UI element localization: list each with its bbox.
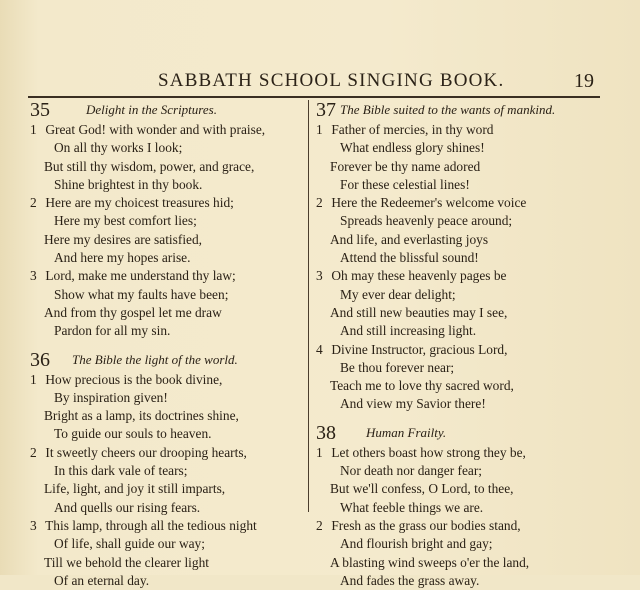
hymn — [28, 347, 306, 590]
verse-text: Life, light, and joy it still imparts, — [44, 481, 226, 497]
verse-text: Nor death nor danger fear; — [340, 463, 483, 479]
verse-text: Bright as a lamp, its doctrines shine, — [44, 408, 239, 424]
verse-line — [314, 535, 604, 553]
verse-text: And still new beauties may I see, — [330, 304, 508, 320]
verse-text: And flourish bright and gay; — [340, 536, 493, 552]
verse-text: Be thou forever near; — [340, 359, 455, 375]
verse-text: Lord, make me understand thy law; — [45, 268, 236, 284]
verse-line — [314, 121, 604, 139]
verse-line — [314, 158, 604, 176]
verse-text: For these celestial lines! — [340, 176, 470, 192]
verse-text: Of life, shall guide our way; — [54, 536, 205, 552]
hymn-number: 36 — [30, 348, 50, 371]
hymn-title: Human Frailty. — [366, 424, 447, 440]
verse-line — [28, 480, 306, 498]
verse-number: 3 — [316, 268, 323, 284]
verse-line — [314, 231, 604, 249]
verse-line — [28, 407, 306, 425]
verse-line — [28, 249, 306, 267]
verse-line — [28, 444, 306, 462]
verse-text: Let others boast how strong they be, — [331, 444, 526, 460]
verse-number: 1 — [30, 371, 37, 387]
verse-number: 2 — [316, 517, 323, 533]
verse-text: Pardon for all my sin. — [54, 323, 171, 339]
verse-text: And from thy gospel let me draw — [44, 304, 222, 320]
verse-line — [28, 194, 306, 212]
verse-line — [314, 304, 604, 322]
verse-text: This lamp, through all the tedious night — [45, 517, 257, 533]
verse-text: And view my Savior there! — [340, 396, 486, 412]
hymn — [314, 97, 604, 414]
verse-text: Show what my faults have been; — [54, 286, 229, 302]
column-divider — [308, 100, 309, 512]
verse-line — [314, 359, 604, 377]
verse-line — [28, 231, 306, 249]
verse-text: But we'll confess, O Lord, to thee, — [330, 481, 514, 497]
verse-line — [314, 267, 604, 285]
verse-line — [28, 371, 306, 389]
verse-text: Father of mercies, in thy word — [331, 122, 494, 137]
verse-line — [28, 462, 306, 480]
verse-text: Shine brightest in thy book. — [54, 176, 203, 192]
right-column — [314, 97, 604, 590]
verse-line — [28, 158, 306, 176]
verse-line — [314, 176, 604, 194]
hymn-number: 37 — [316, 99, 336, 121]
verse-number: 1 — [316, 122, 323, 137]
verse-text: My ever dear delight; — [340, 286, 456, 302]
verse-text: Here the Redeemer's welcome voice — [331, 195, 527, 211]
hymn-heading — [28, 97, 306, 121]
verse-text: What feeble things we are. — [340, 499, 484, 515]
verse-text: A blasting wind sweeps o'er the land, — [330, 554, 530, 570]
verse-line — [28, 322, 306, 340]
verse-text: And here my hopes arise. — [54, 250, 191, 266]
verse-line — [28, 304, 306, 322]
verse-number: 2 — [30, 444, 37, 460]
verse-text: Till we behold the clearer light — [44, 554, 209, 570]
verse-text: And still increasing light. — [340, 323, 477, 339]
left-column — [28, 97, 306, 590]
hymn-heading — [28, 347, 306, 371]
verse-text: Here my desires are satisfied, — [44, 231, 203, 247]
verse-text: And life, and everlasting joys — [330, 231, 489, 247]
hymn-number: 35 — [30, 99, 50, 121]
verse-text: Here my best comfort lies; — [54, 213, 197, 229]
verse-text: Spreads heavenly peace around; — [340, 213, 513, 229]
verse-line — [28, 425, 306, 443]
verse-line — [314, 554, 604, 572]
verse-text: How precious is the book divine, — [45, 371, 223, 387]
verse-text: Forever be thy name adored — [330, 158, 481, 174]
hymn-heading — [314, 420, 604, 444]
verse-text: Teach me to love thy sacred word, — [330, 378, 514, 394]
verse-line — [314, 377, 604, 395]
verse-text: But still thy wisdom, power, and grace, — [44, 158, 255, 174]
verse-text: Great God! with wonder and with praise, — [45, 122, 266, 137]
hymn-title: The Bible the light of the world. — [72, 351, 238, 367]
verse-line — [314, 499, 604, 517]
verse-line — [314, 139, 604, 157]
verse-line — [314, 341, 604, 359]
page-title: SABBATH SCHOOL SINGING BOOK. — [158, 70, 505, 91]
verse-text: And quells our rising fears. — [54, 499, 201, 515]
verse-text: By inspiration given! — [54, 389, 168, 405]
verse-line — [314, 212, 604, 230]
verse-text: And fades the grass away. — [340, 572, 480, 588]
verse-line — [314, 444, 604, 462]
verse-text: In this dark vale of tears; — [54, 463, 188, 479]
verse-number: 3 — [30, 268, 37, 284]
verse-line — [314, 322, 604, 340]
verse-number: 1 — [30, 122, 37, 137]
verse-text: What endless glory shines! — [340, 140, 485, 156]
verse-text: To guide our souls to heaven. — [54, 426, 212, 442]
verse-text: Here are my choicest treasures hid; — [45, 195, 234, 211]
verse-line — [28, 139, 306, 157]
verse-text: It sweetly cheers our drooping hearts, — [45, 444, 247, 460]
verse-line — [28, 176, 306, 194]
verse-line — [314, 395, 604, 413]
hymn — [28, 97, 306, 341]
verse-line — [28, 267, 306, 285]
verse-line — [28, 535, 306, 553]
page-number: 19 — [574, 70, 594, 92]
verse-number: 3 — [30, 517, 37, 533]
verse-number: 2 — [316, 195, 323, 211]
verse-number: 1 — [316, 444, 323, 460]
verse-text: On all thy works I look; — [54, 140, 183, 156]
verse-line — [314, 194, 604, 212]
verse-line — [28, 499, 306, 517]
verse-text: Of an eternal day. — [54, 572, 150, 588]
verse-number: 2 — [30, 195, 37, 211]
hymn-title: The Bible suited to the wants of mankind. — [340, 102, 556, 117]
verse-text: Attend the blissful sound! — [340, 250, 479, 266]
verse-line — [28, 517, 306, 535]
verse-line — [28, 286, 306, 304]
verse-line — [314, 462, 604, 480]
verse-number: 4 — [316, 341, 323, 357]
verse-line — [314, 249, 604, 267]
verse-text: Fresh as the grass our bodies stand, — [331, 517, 521, 533]
hymn-heading — [314, 97, 604, 121]
verse-line — [28, 389, 306, 407]
verse-line — [28, 554, 306, 572]
verse-text: Oh may these heavenly pages be — [331, 268, 507, 284]
verse-line — [314, 517, 604, 535]
verse-line — [314, 480, 604, 498]
verse-text: Divine Instructor, gracious Lord, — [331, 341, 508, 357]
verse-line — [28, 121, 306, 139]
verse-line — [314, 286, 604, 304]
running-header — [0, 70, 640, 96]
hymn-title: Delight in the Scriptures. — [86, 102, 217, 117]
verse-line — [28, 212, 306, 230]
hymn — [314, 420, 604, 590]
hymn-number: 38 — [316, 421, 336, 444]
